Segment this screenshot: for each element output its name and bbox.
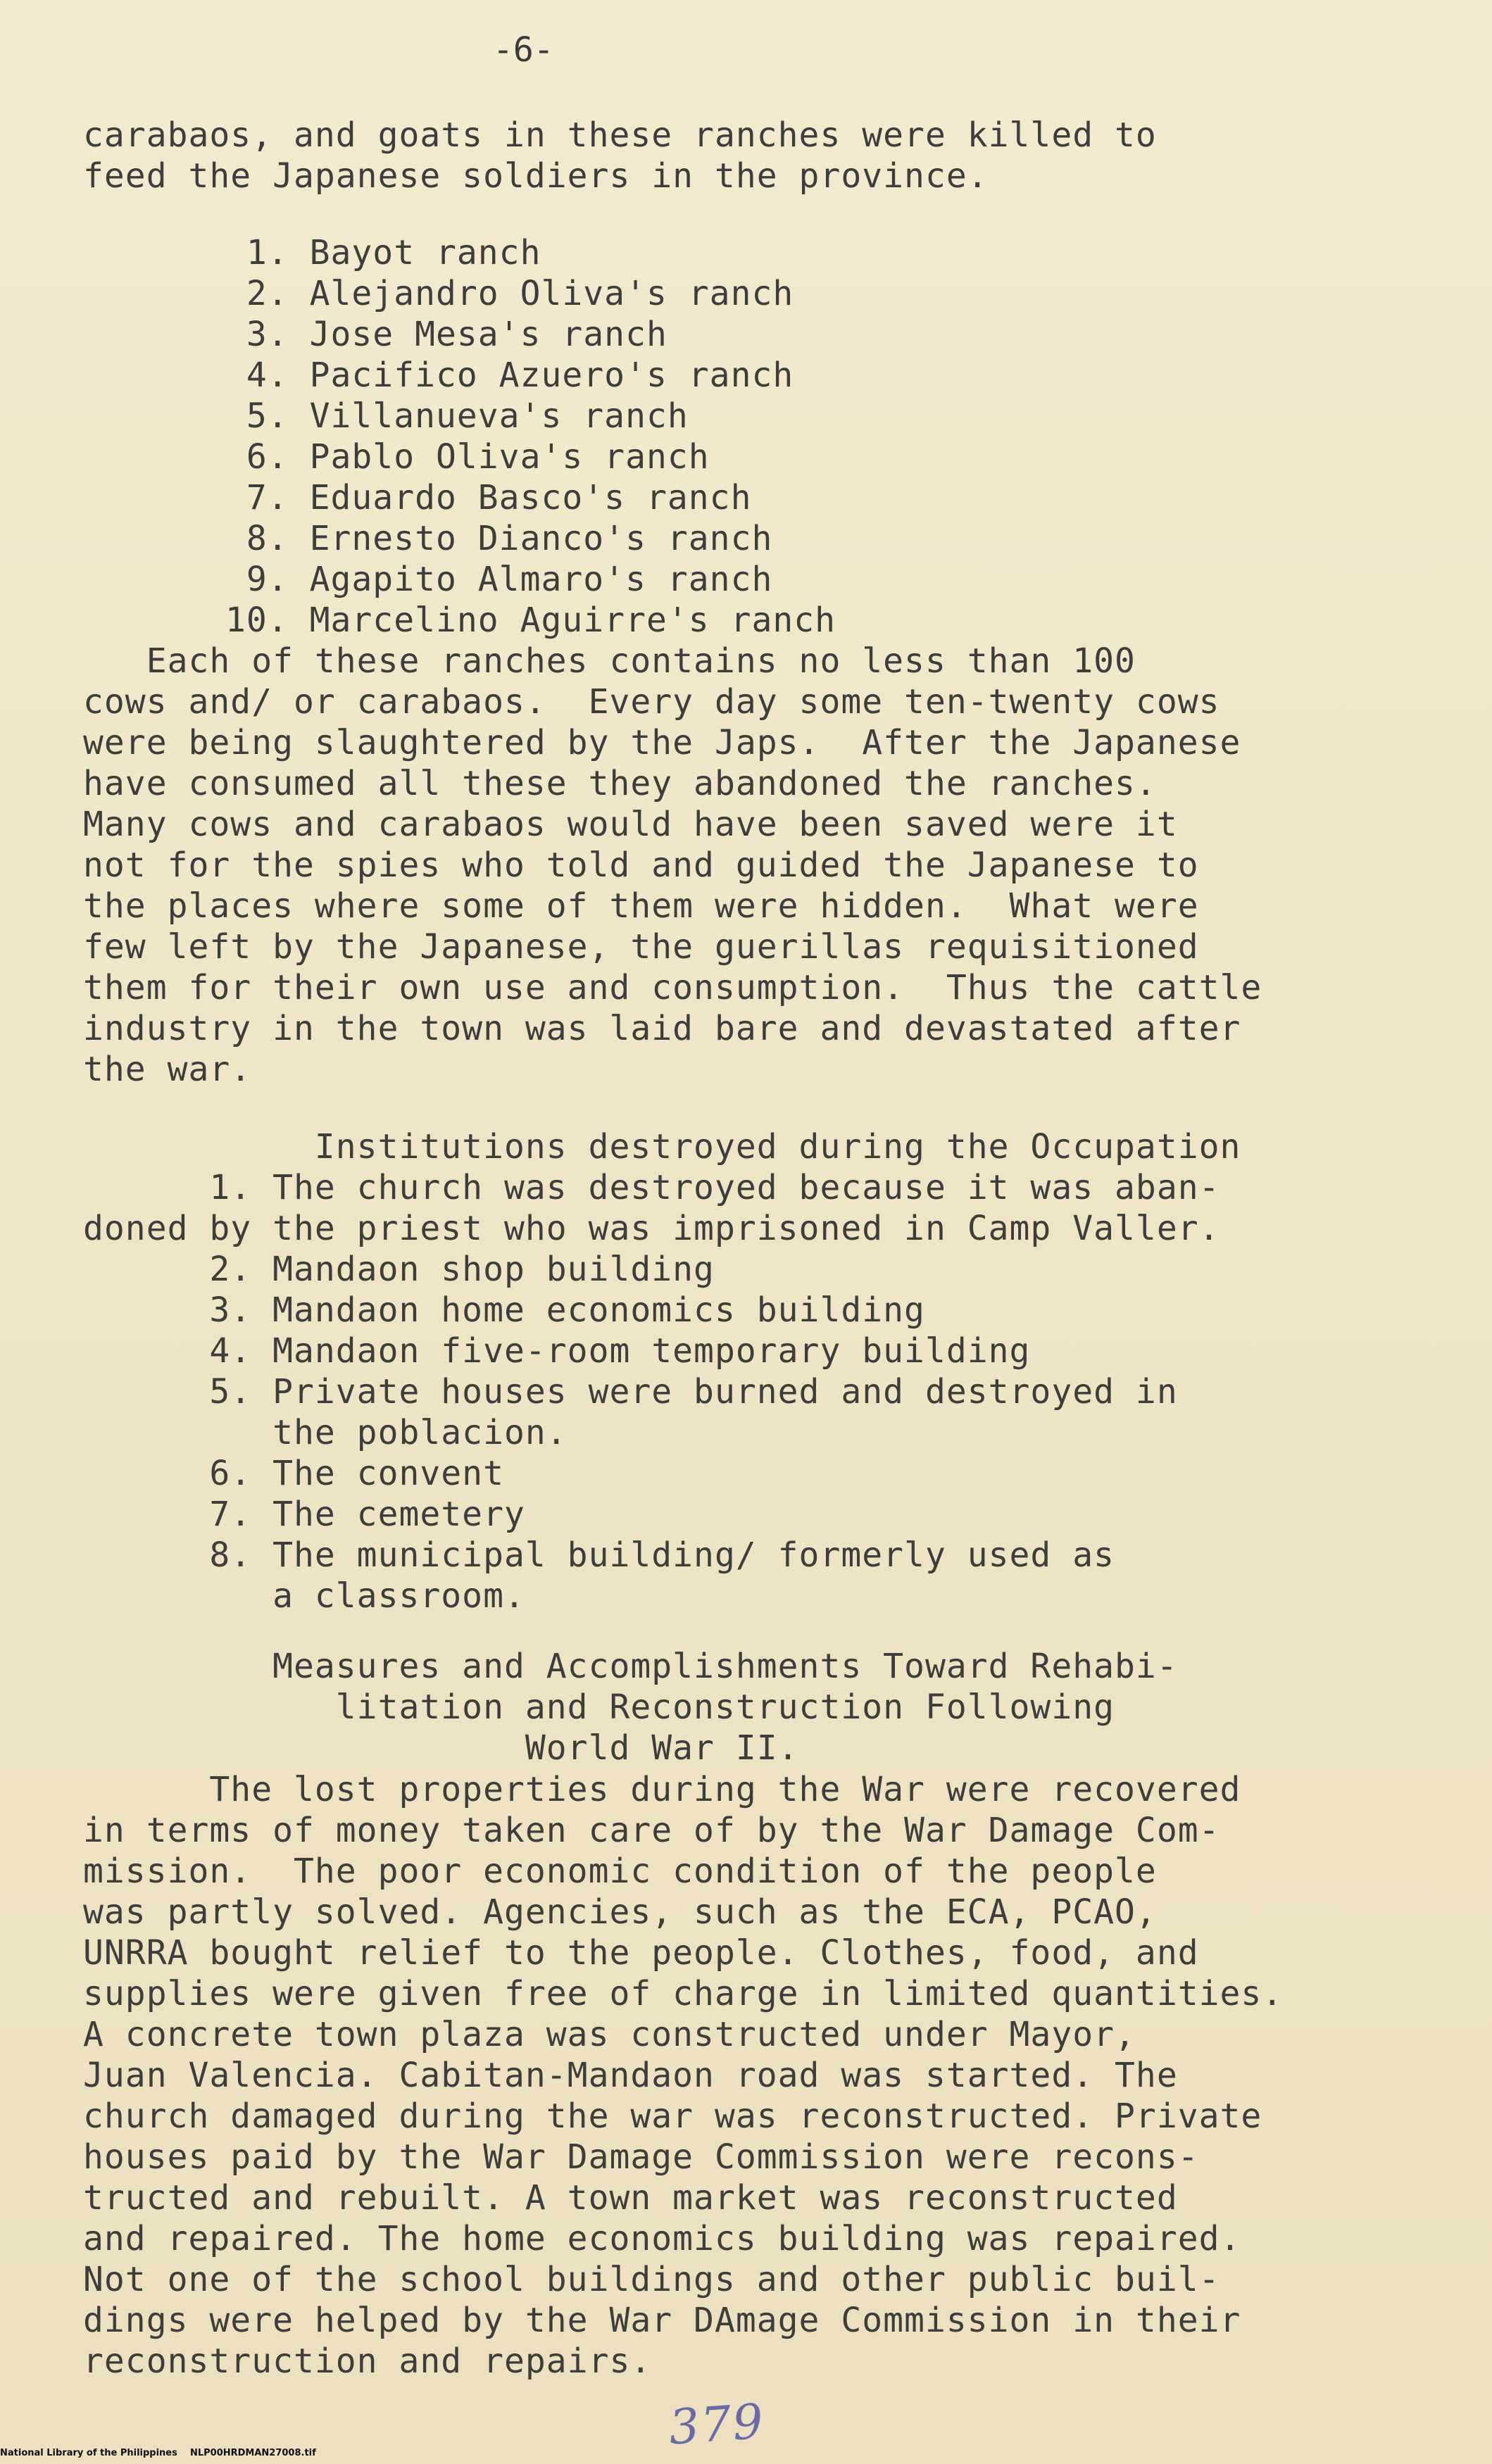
cattle-paragraph <box>83 641 1262 1090</box>
text-line: them for their own use and consumption. Thus the cattle <box>83 968 1262 1007</box>
text-line: feed the Japanese soldiers in the province. <box>83 156 989 196</box>
handwritten-page-number: 379 <box>667 2394 767 2456</box>
text-line: carabaos, and goats in these ranches were killed to <box>83 115 1157 155</box>
institution-line: a classroom. <box>83 1576 525 1616</box>
institution-line: 8. The municipal building/ formerly used as <box>83 1535 1115 1575</box>
text-line: Juan Valencia. Cabitan-Mandaon road was started. The <box>83 2056 1178 2095</box>
intro-paragraph <box>83 115 1157 196</box>
text-line: the places where some of them were hidden. What were <box>83 886 1199 926</box>
text-line: reconstruction and repairs. <box>83 2342 652 2381</box>
rehabilitation-paragraph <box>83 1769 1283 2382</box>
institution-line: 2. Mandaon shop building <box>83 1250 715 1289</box>
text-line: Each of these ranches contains no less than 100 <box>83 641 1136 681</box>
ranch-list-item: 10. Marcelino Aguirre's ranch <box>225 601 836 640</box>
text-line: tructed and rebuilt. A town market was reconstructed <box>83 2178 1178 2218</box>
ranch-list-item: 5. Villanueva's ranch <box>225 396 689 436</box>
text-line: supplies were given free of charge in limited quantities. <box>83 1974 1284 2013</box>
text-line: was partly solved. Agencies, such as the ECA, PCAO, <box>83 1892 1157 1932</box>
text-line: industry in the town was laid bare and devastated after <box>83 1009 1241 1048</box>
footer-source-label: National Library of the Philippines NLP00HRDMAN27008.tif <box>0 2448 316 2458</box>
text-line: cows and/ or carabaos. Every day some ten-twenty cows <box>83 682 1220 722</box>
text-line: Many cows and carabaos would have been saved were it <box>83 805 1178 844</box>
text-line: not for the spies who told and guided the Japanese to <box>83 846 1199 885</box>
institution-line: 3. Mandaon home economics building <box>83 1290 925 1330</box>
heading-line: litation and Reconstruction Following <box>83 1687 1115 1727</box>
heading-line: World War II. <box>83 1728 799 1768</box>
ranch-list-item: 9. Agapito Almaro's ranch <box>225 560 773 599</box>
ranch-list-item: 4. Pacifico Azuero's ranch <box>225 356 794 395</box>
institution-line: Institutions destroyed during the Occupation <box>83 1127 1241 1167</box>
ranch-list-item: 8. Ernesto Dianco's ranch <box>225 519 773 558</box>
text-line: few left by the Japanese, the guerillas requisitioned <box>83 927 1199 967</box>
ranch-list <box>225 232 836 641</box>
measures-heading <box>83 1646 1178 1768</box>
institution-line: 6. The convent <box>83 1454 504 1493</box>
ranch-list-item: 6. Pablo Oliva's ranch <box>225 437 710 477</box>
ranch-list-item: 7. Eduardo Basco's ranch <box>225 478 752 517</box>
institutions-section <box>83 1126 1241 1616</box>
text-line: Not one of the school buildings and other public buil- <box>83 2260 1220 2299</box>
text-line: houses paid by the War Damage Commission were recons- <box>83 2137 1199 2177</box>
text-line: have consumed all these they abandoned the ranches. <box>83 764 1157 803</box>
text-line: in terms of money taken care of by the War Damage Com- <box>83 1811 1220 1850</box>
heading-line: Measures and Accomplishments Toward Rehabi- <box>83 1647 1178 1686</box>
text-line: the war. <box>83 1050 252 1089</box>
text-line: A concrete town plaza was constructed under Mayor, <box>83 2015 1136 2054</box>
text-line: mission. The poor economic condition of the people <box>83 1852 1157 1891</box>
text-line: UNRRA bought relief to the people. Clothes, food, and <box>83 1933 1199 1973</box>
text-line: dings were helped by the War DAmage Commission in their <box>83 2301 1241 2340</box>
text-line: were being slaughtered by the Japs. After the Japanese <box>83 723 1241 762</box>
institution-line: 7. The cemetery <box>83 1495 525 1534</box>
institution-line: the poblacion. <box>83 1413 568 1452</box>
institution-line: 1. The church was destroyed because it was aban- <box>83 1168 1220 1207</box>
ranch-list-item: 1. Bayot ranch <box>225 233 541 272</box>
text-line: church damaged during the war was reconstructed. Private <box>83 2097 1262 2136</box>
institution-line: 5. Private houses were burned and destroyed in <box>83 1372 1178 1412</box>
ranch-list-item: 3. Jose Mesa's ranch <box>225 315 667 354</box>
page-number: -6- <box>493 30 554 70</box>
text-line: The lost properties during the War were recovered <box>83 1770 1241 1809</box>
text-line: and repaired. The home economics building was repaired. <box>83 2219 1241 2258</box>
institution-line: 4. Mandaon five-room temporary building <box>83 1331 1031 1371</box>
institution-line: doned by the priest who was imprisoned in Camp Valler. <box>83 1209 1220 1248</box>
ranch-list-item: 2. Alejandro Oliva's ranch <box>225 274 794 313</box>
